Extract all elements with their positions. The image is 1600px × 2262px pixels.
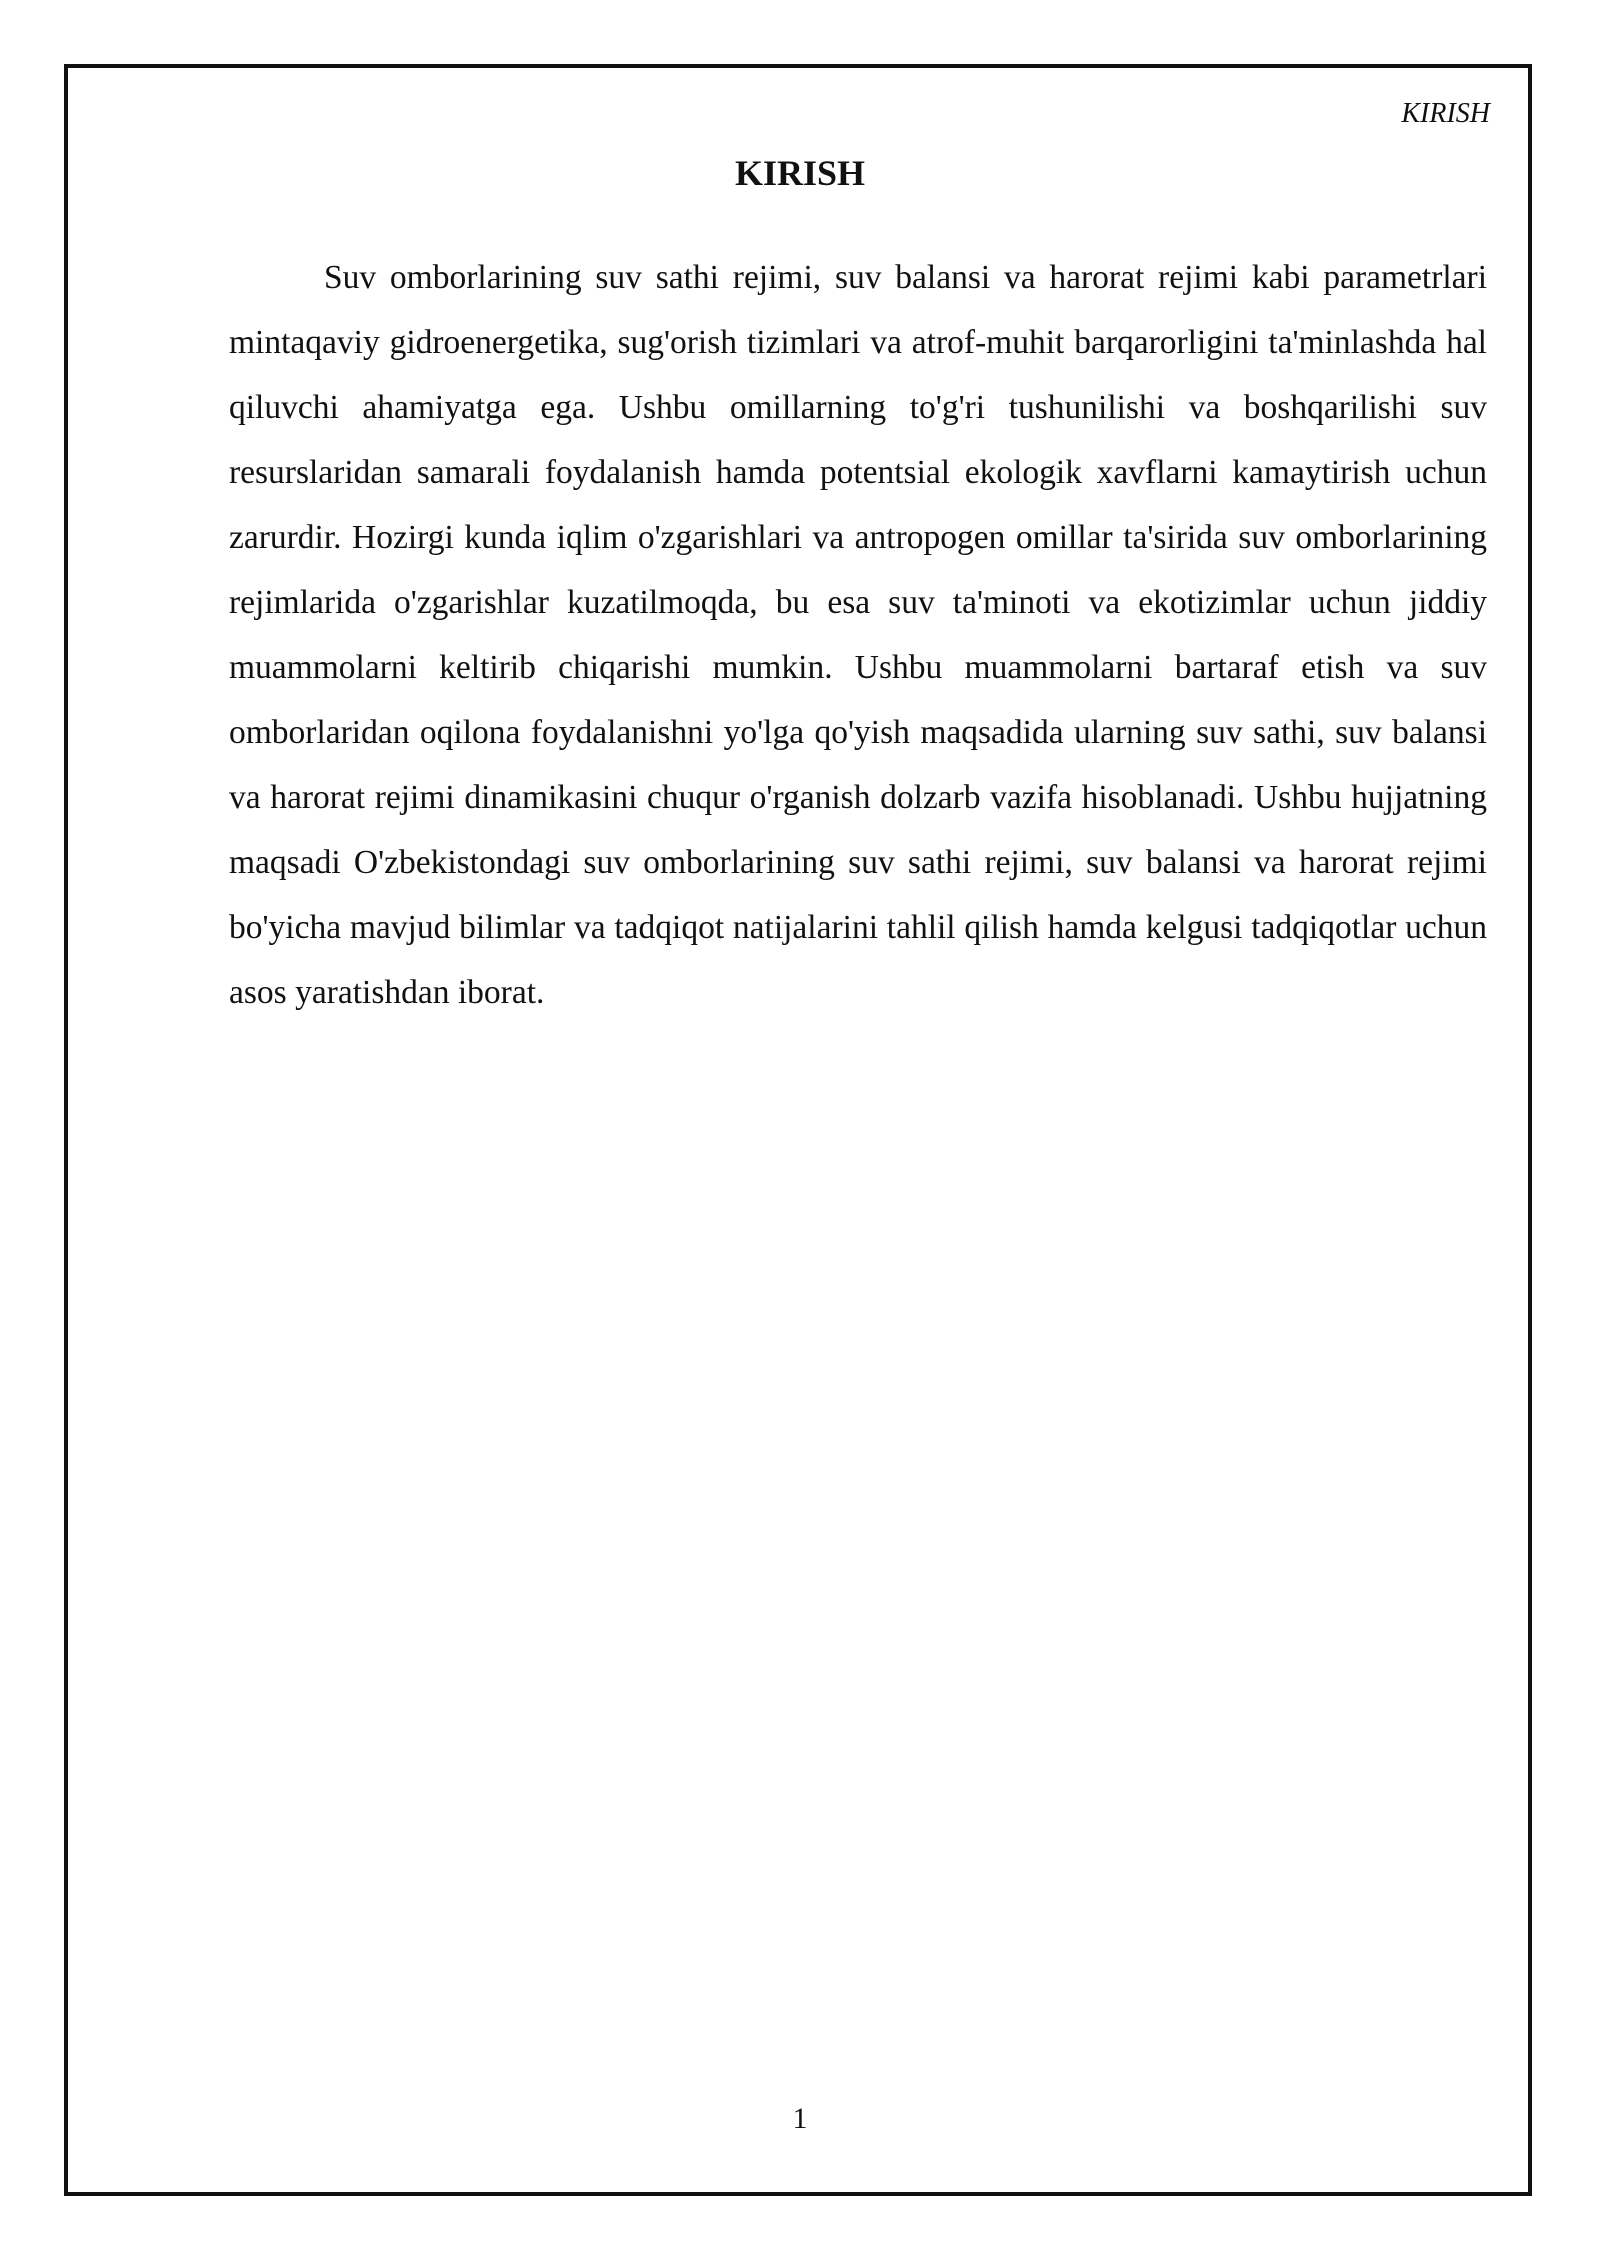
running-header: KIRISH [1401,98,1490,129]
section-title: KIRISH [734,153,866,193]
page-number: 1 [792,2102,808,2135]
body-paragraph: Suv omborlarining suv sathi rejimi, suv balansi va harorat rejimi kabi parametrlari mintaqaviy gidroenergetika, sug'orish tizimlari va atrof-muhit barqarorligini ta'minlashda hal qiluvchi ahamiyatga ega. Ushbu omillarning to'g'ri tushunilishi va boshqarilishi suv resurslaridan samarali foydalanish hamda potentsial ekologik xavflarni kamaytirish uchun zarurdir. Hozirgi kunda iqlim o'zgarishlari va antropogen omillar ta'sirida suv omborlarining rejimlarida o'zgarishlar kuzatilmoqda, bu esa suv ta'minoti va ekotizimlar uchun jiddiy muammolarni keltirib chiqarishi mumkin. Ushbu muammolarni bartaraf etish va suv omborlaridan oqilona foydalanishni yo'lga qo'yish maqsadida ularning suv sathi, suv balansi va harorat rejimi dinamikasini chuqur o'rganish dolzarb vazifa hisoblanadi. Ushbu hujjatning maqsadi O'zbekistondagi suv omborlarining suv sathi rejimi, suv balansi va harorat rejimi bo'yicha mavjud bilimlar va tadqiqot natijalarini tahlil qilish hamda kelgusi tadqiqotlar uchun asos yaratishdan iborat. [229,259,1487,1011]
